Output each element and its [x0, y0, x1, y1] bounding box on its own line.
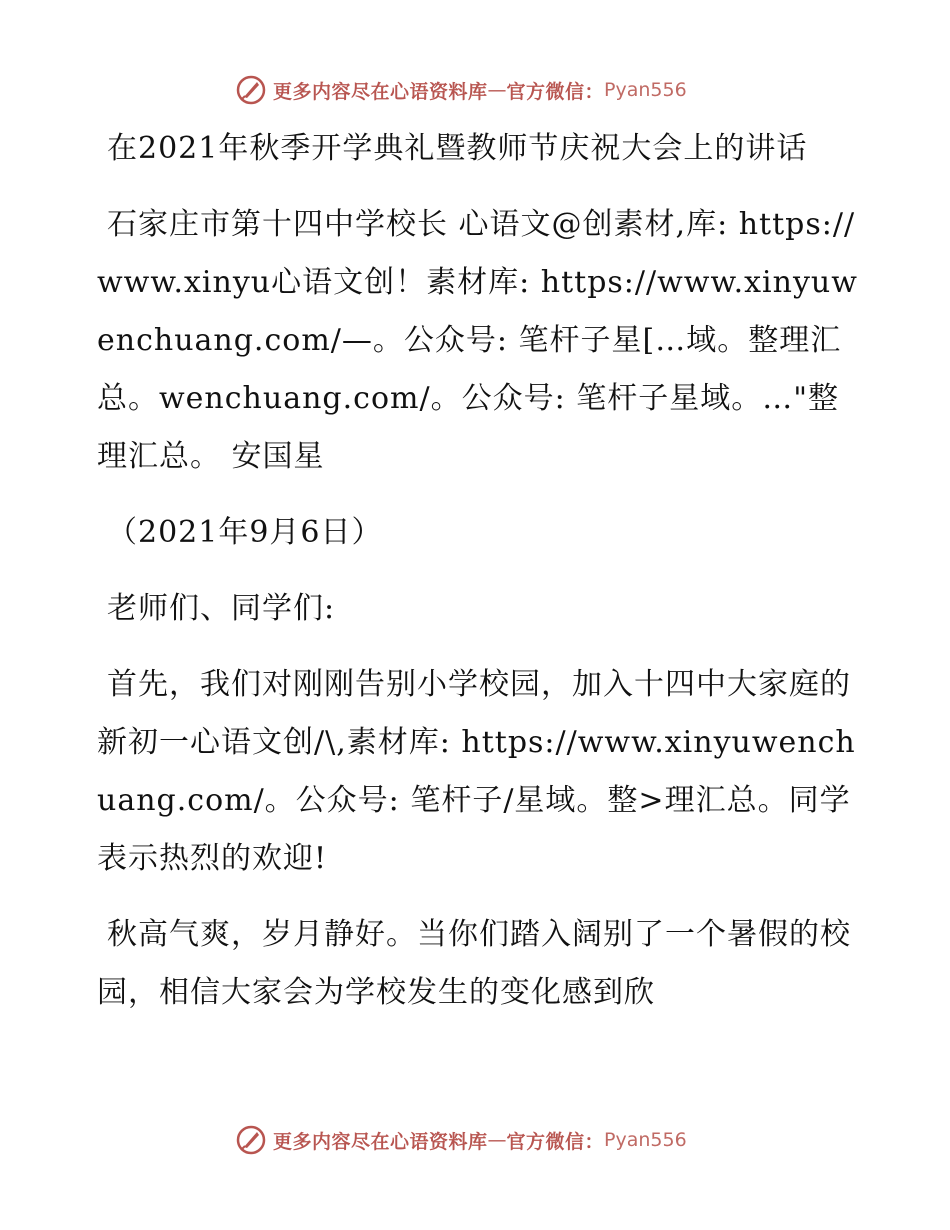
- paragraph-1: 首先，我们对刚刚告别小学校园，加入十四中大家庭的新初一心语文创/\,素材库: https://www.xinyuwenchuang.com/。公众号: 笔杆子/星域。整>理汇总。同学表示热烈的欢迎!: [97, 667, 856, 876]
- header-banner: [235, 72, 755, 108]
- banner-official-label: 官方微信：: [506, 1130, 605, 1153]
- feather-pen-logo-icon: [235, 74, 267, 106]
- greeting: 老师们、同学们:: [107, 591, 336, 626]
- footer-banner: [235, 1122, 755, 1158]
- feather-pen-logo-icon: [235, 1124, 267, 1156]
- paragraph-2: 秋高气爽，岁月静好。当你们踏入阔别了一个暑假的校园，相信大家会为学校发生的变化感到欣: [97, 917, 851, 1010]
- banner-official-label: 官方微信：: [506, 80, 605, 103]
- banner-separator: —: [487, 1129, 507, 1151]
- banner-slogan: 更多内容尽在心语资料库: [273, 1130, 488, 1153]
- banner-wechat-id: Pyan556: [604, 79, 687, 101]
- banner-wechat-id: Pyan556: [604, 1129, 687, 1151]
- document-body: [97, 120, 867, 1040]
- speech-date: （2021年9月6日）: [107, 515, 383, 550]
- banner-separator: —: [487, 79, 507, 101]
- banner-slogan: 更多内容尽在心语资料库: [273, 80, 488, 103]
- author-line: 石家庄市第十四中学校长 心语文@创素材,库: https://www.xinyu心语文创！素材库: https://www.xinyuwenchuang.com/—。公众号: 笔杆子星[…域。整理汇总。wenchuang.com/。公众号: 笔杆子星域。…"整理汇总。 安国星: [97, 207, 858, 474]
- document-title: 在2021年秋季开学典礼暨教师节庆祝大会上的讲话: [107, 131, 808, 166]
